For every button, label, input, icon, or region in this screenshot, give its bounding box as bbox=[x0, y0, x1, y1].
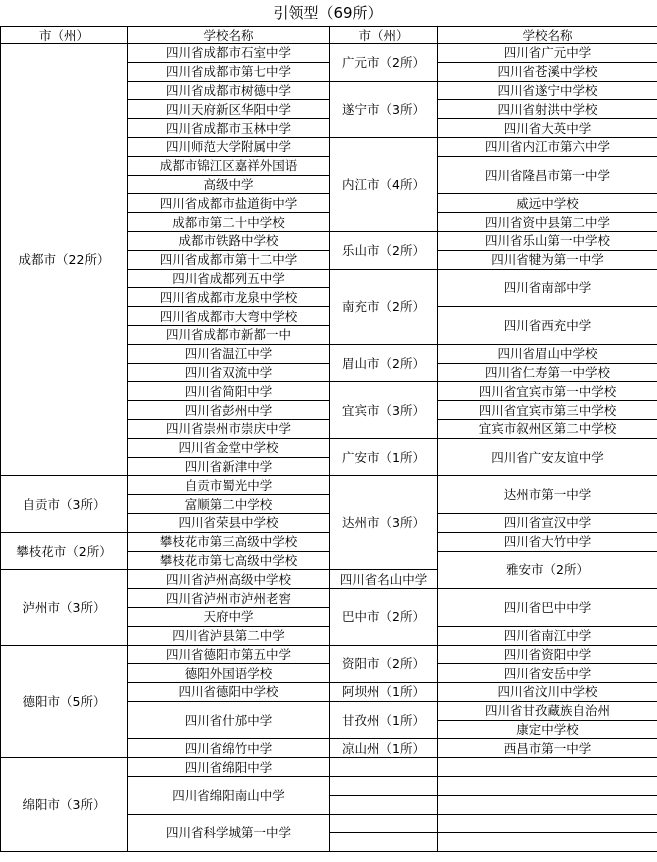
school-cell: 四川省成都市大弯中学校 bbox=[128, 307, 330, 326]
school-cell: 四川省甘孜藏族自治州 bbox=[438, 701, 657, 720]
school-cell: 四川省大英中学 bbox=[438, 119, 657, 138]
school-cell: 四川省温江中学 bbox=[128, 344, 330, 363]
school-cell: 四川省乐山第一中学校 bbox=[438, 231, 657, 250]
header-city-left: 市（州） bbox=[1, 27, 128, 44]
school-cell: 攀枝花市第七高级中学校 bbox=[128, 551, 330, 570]
table-row bbox=[1, 44, 657, 63]
empty-cell bbox=[330, 795, 438, 814]
school-cell: 四川省西充中学 bbox=[438, 307, 657, 345]
table-row bbox=[1, 532, 657, 551]
school-cell: 康定中学校 bbox=[438, 720, 657, 739]
school-cell: 四川省名山中学 bbox=[330, 570, 438, 589]
city-guangyuan: 广元市（2所） bbox=[330, 44, 438, 82]
header-school-right: 学校名称 bbox=[438, 27, 657, 44]
city-liangshan: 凉山州（1所） bbox=[330, 739, 438, 758]
school-cell: 四川省德阳中学校 bbox=[128, 683, 330, 702]
table-row bbox=[1, 758, 657, 777]
school-cell: 四川省广安友谊中学 bbox=[438, 438, 657, 476]
school-cell: 四川省成都市第十二中学 bbox=[128, 250, 330, 269]
school-cell: 四川省德阳市第五中学 bbox=[128, 645, 330, 664]
school-cell: 四川省彭州中学 bbox=[128, 401, 330, 420]
school-cell: 宜宾市叙州区第二中学校 bbox=[438, 419, 657, 438]
city-deyang: 德阳市（5所） bbox=[1, 645, 128, 758]
school-cell: 四川省荣县中学校 bbox=[128, 513, 330, 532]
school-cell: 四川省成都列五中学 bbox=[128, 269, 330, 288]
header-row bbox=[1, 27, 657, 44]
city-neijiang: 内江市（4所） bbox=[330, 137, 438, 231]
city-dazhou: 达州市（3所） bbox=[330, 476, 438, 570]
empty-cell bbox=[438, 814, 657, 833]
city-meishan: 眉山市（2所） bbox=[330, 344, 438, 382]
city-nanchong: 南充市（2所） bbox=[330, 269, 438, 344]
school-cell: 德阳外国语学校 bbox=[128, 664, 330, 683]
city-aba: 阿坝州（1所） bbox=[330, 683, 438, 702]
school-cell: 四川省巴中中学 bbox=[438, 589, 657, 627]
city-suining: 遂宁市（3所） bbox=[330, 81, 438, 137]
empty-cell bbox=[330, 814, 438, 833]
school-cell: 四川省南部中学 bbox=[438, 269, 657, 307]
school-cell: 四川省成都市石室中学 bbox=[128, 44, 330, 63]
school-cell: 四川省泸州市泸州老窖 bbox=[128, 589, 330, 608]
school-cell: 威远中学校 bbox=[438, 194, 657, 213]
school-cell: 四川省眉山中学校 bbox=[438, 344, 657, 363]
school-cell: 四川省广元中学 bbox=[438, 44, 657, 63]
school-cell: 四川省射洪中学校 bbox=[438, 100, 657, 119]
school-cell: 四川省绵阳南山中学 bbox=[128, 777, 330, 815]
school-cell: 四川省绵阳中学 bbox=[128, 758, 330, 777]
school-cell: 成都市锦江区嘉祥外国语 bbox=[128, 156, 330, 175]
header-city-right: 市（州） bbox=[330, 27, 438, 44]
school-cell: 四川省犍为第一中学 bbox=[438, 250, 657, 269]
city-guangan: 广安市（1所） bbox=[330, 438, 438, 476]
empty-cell bbox=[438, 833, 657, 852]
city-bazhong: 巴中市（2所） bbox=[330, 589, 438, 645]
school-cell: 四川省成都市新都一中 bbox=[128, 325, 330, 344]
city-leshan: 乐山市（2所） bbox=[330, 231, 438, 269]
school-cell: 四川省大竹中学 bbox=[438, 532, 657, 551]
school-cell: 四川省宜宾市第一中学校 bbox=[438, 382, 657, 401]
school-cell: 四川省崇州市崇庆中学 bbox=[128, 419, 330, 438]
table-row bbox=[1, 645, 657, 664]
school-cell: 四川省苍溪中学校 bbox=[438, 62, 657, 81]
school-cell: 四川省金堂中学校 bbox=[128, 438, 330, 457]
school-cell: 四川师范大学附属中学 bbox=[128, 137, 330, 156]
empty-cell bbox=[330, 777, 438, 796]
school-cell: 四川省成都市第七中学 bbox=[128, 62, 330, 81]
city-zigong: 自贡市（3所） bbox=[1, 476, 128, 532]
school-table bbox=[0, 26, 657, 852]
school-cell: 四川省简阳中学 bbox=[128, 382, 330, 401]
school-cell: 攀枝花市第三高级中学校 bbox=[128, 532, 330, 551]
city-ganzi: 甘孜州（1所） bbox=[330, 701, 438, 739]
school-cell: 四川省南江中学 bbox=[438, 626, 657, 645]
school-cell: 四川省什邡中学 bbox=[128, 701, 330, 739]
school-cell: 四川天府新区华阳中学 bbox=[128, 100, 330, 119]
school-cell: 四川省双流中学 bbox=[128, 363, 330, 382]
city-luzhou: 泸州市（3所） bbox=[1, 570, 128, 645]
empty-cell bbox=[438, 777, 657, 796]
school-cell: 四川省成都市树德中学 bbox=[128, 81, 330, 100]
header-school-left: 学校名称 bbox=[128, 27, 330, 44]
school-cell: 四川省汶川中学校 bbox=[438, 683, 657, 702]
school-cell: 自贡市蜀光中学 bbox=[128, 476, 330, 495]
school-cell: 四川省新津中学 bbox=[128, 457, 330, 476]
school-cell: 四川省成都市龙泉中学校 bbox=[128, 288, 330, 307]
school-cell: 四川省成都市盐道街中学 bbox=[128, 194, 330, 213]
empty-cell bbox=[438, 758, 657, 777]
school-cell: 四川省遂宁中学校 bbox=[438, 81, 657, 100]
school-cell: 富顺第二中学校 bbox=[128, 495, 330, 514]
school-cell: 成都市铁路中学校 bbox=[128, 231, 330, 250]
city-mianyang: 绵阳市（3所） bbox=[1, 758, 128, 852]
school-cell: 达州市第一中学 bbox=[438, 476, 657, 514]
school-cell: 四川省成都市玉林中学 bbox=[128, 119, 330, 138]
school-cell: 天府中学 bbox=[128, 607, 330, 626]
city-ziyang: 资阳市（2所） bbox=[330, 645, 438, 683]
city-chengdu: 成都市（22所） bbox=[1, 44, 128, 476]
table-row bbox=[1, 476, 657, 495]
school-cell: 四川省内江市第六中学 bbox=[438, 137, 657, 156]
school-cell: 四川省泸县第二中学 bbox=[128, 626, 330, 645]
school-cell: 四川省宣汉中学 bbox=[438, 513, 657, 532]
city-panzhihua: 攀枝花市（2所） bbox=[1, 532, 128, 570]
school-cell: 四川省绵竹中学 bbox=[128, 739, 330, 758]
school-cell: 四川省科学城第一中学 bbox=[128, 814, 330, 852]
city-yaan: 雅安市（2所） bbox=[438, 551, 657, 589]
school-cell: 四川省资阳中学 bbox=[438, 645, 657, 664]
empty-cell bbox=[330, 758, 438, 777]
school-cell: 四川省泸州高级中学校 bbox=[128, 570, 330, 589]
school-cell: 四川省隆昌市第一中学 bbox=[438, 156, 657, 194]
school-cell: 四川省仁寿第一中学校 bbox=[438, 363, 657, 382]
school-cell: 高级中学 bbox=[128, 175, 330, 194]
school-cell: 西昌市第一中学 bbox=[438, 739, 657, 758]
school-cell: 成都市第二十中学校 bbox=[128, 213, 330, 232]
empty-cell bbox=[438, 795, 657, 814]
school-cell: 四川省安岳中学 bbox=[438, 664, 657, 683]
city-yibin: 宜宾市（3所） bbox=[330, 382, 438, 438]
school-cell: 四川省资中县第二中学 bbox=[438, 213, 657, 232]
empty-cell bbox=[330, 833, 438, 852]
table-title: 引领型（69所） bbox=[273, 4, 383, 22]
school-cell: 四川省宜宾市第三中学校 bbox=[438, 401, 657, 420]
